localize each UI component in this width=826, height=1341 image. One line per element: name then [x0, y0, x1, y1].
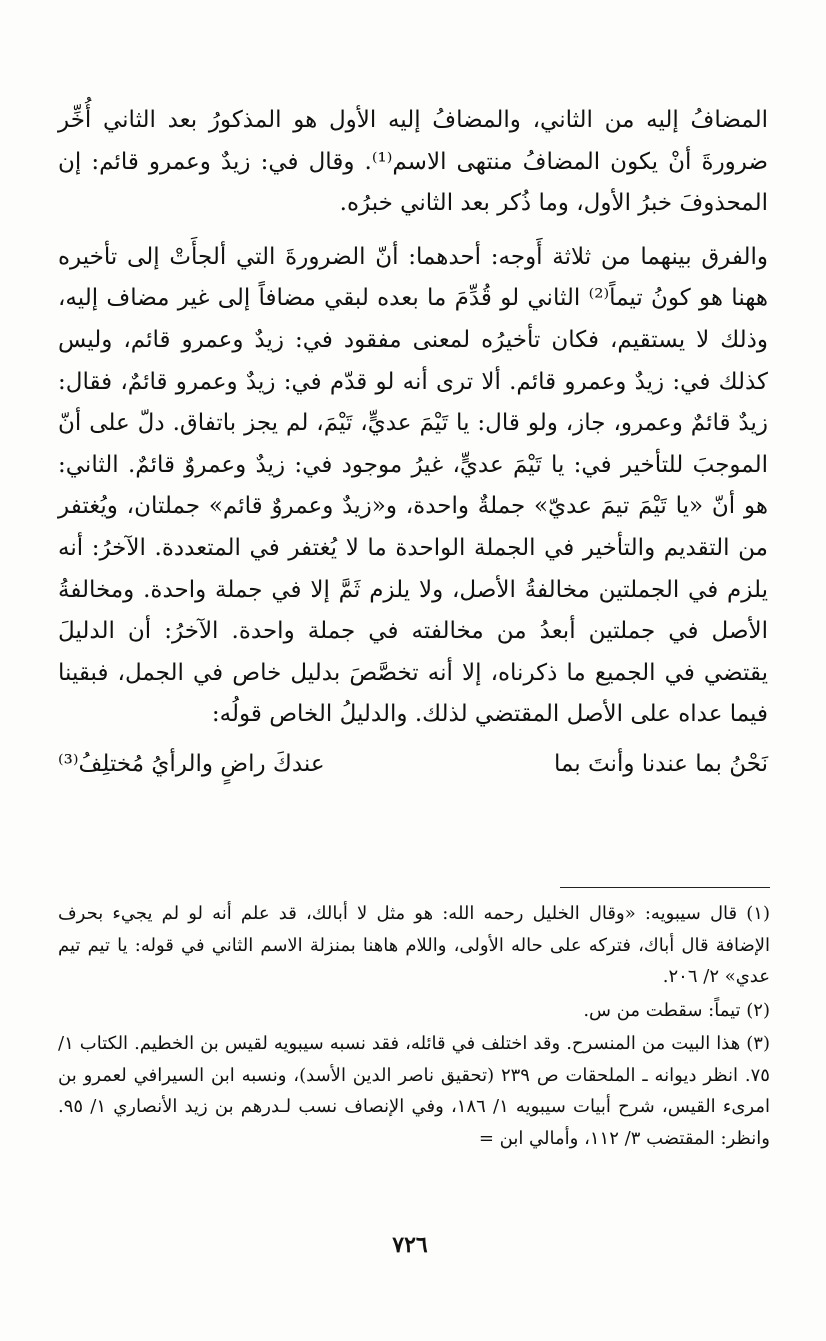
- poetry-verse: [58, 744, 768, 784]
- footnotes: [58, 898, 770, 1154]
- footnote-1: (١) قال سيبويه: «وقال الخليل رحمه الله: هو مثل لا أبالك، قد علم أنه لو لم يجيء بحرف الإضافة قال أباك، فتركه على حاله الأولى، واللام هاهنا بمنزلة الاسم الثاني في قوله: يا تيم تيم عدي» ٢/ ٢٠٦.: [58, 903, 770, 987]
- footnote-2: (٢) تيماً: سقطت من س.: [583, 999, 770, 1021]
- main-text: [58, 100, 768, 784]
- paragraph-1: المضافُ إليه من الثاني، والمضافُ إليه الأول هو المذكورُ بعد الثاني أُخِّر ضرورةَ أنْ يكون المضافُ منتهى الاسم⁽¹⁾. وقال في: زيدٌ وعمرو قائم: إن المحذوفَ خبرُ الأول، وما ذُكر بعد الثاني خبرُه.: [58, 107, 768, 217]
- verse-second-hemistich: عندكَ راضٍ والرأيُ مُختلِفُ⁽³⁾: [58, 750, 325, 777]
- page-number: ٧٢٦: [392, 1232, 428, 1258]
- verse-first-hemistich: نَحْنُ بما عندنا وأنتَ بما: [553, 750, 768, 777]
- footnote-3: (٣) هذا البيت من المنسرح. وقد اختلف في قائله، فقد نسبه سيبويه لقيس بن الخطيم. الكتاب ١/ ٧٥. انظر ديوانه ـ الملحقات ص ٢٣٩ (تحقيق ناصر الدين الأسد)، ونسبه ابن السيرافي لعمرو بن امرىء القيس، شرح أبيات سيبويه ١/ ١٨٦، وفي الإنصاف نسب لـدرهم بن زيد الأنصاري ١/ ٩٥. وانظر: المقتضب ٣/ ١١٢، وأمالي ابن =: [58, 1033, 770, 1149]
- footnote-separator: [560, 887, 770, 888]
- paragraph-2: والفرق بينهما من ثلاثة أَوجه: أحدهما: أنّ الضرورةَ التي ألجأَتْ إلى تأخيره ههنا هو كونُ تيماً⁽²⁾ الثاني لو قُدِّمَ ما بعده لبقي مضافاً إلى غير مضاف إليه، وذلك لا يستقيم، فكان تأخيرُه لمعنى مفقود في: زيدٌ وعمرو قائم، وليس كذلك في: زيدٌ وعمرو قائم. ألا ترى أنه لو قدّم في: زيدٌ وعمرو قائمٌ، فقال: زيدٌ قائمٌ وعمرو، جاز، ولو قال: يا تَيْمَ عديٍّ، تَيْمَ، لم يجز باتفاق. دلّ على أنّ الموجبَ للتأخير في: يا تَيْمَ عديٍّ، غيرُ موجود في: زيدٌ وعمروٌ قائمٌ. الثاني: هو أنّ «يا تَيْمَ تيمَ عديّ» جملةٌ واحدة، و«زيدٌ وعمروٌ قائم» جملتان، ويُغتفر من التقديم والتأخير في الجملة الواحدة ما لا يُغتفر في المتعددة. الآخرُ: أنه يلزم في الجملتين مخالفةُ الأصل، ولا يلزم ثَمَّ إلا في جملة واحدة. ومخالفةُ الأصل في جملتين أبعدُ من مخالفته في جملة واحدة. الآخرُ: أن الدليلَ يقتضي في الجميع ما ذكرناه، إلا أنه تخصَّصَ بدليل خاص في الجمل، فبقينا فيما عداه على الأصل المقتضي لذلك. والدليلُ الخاص قولُه:: [58, 243, 768, 728]
